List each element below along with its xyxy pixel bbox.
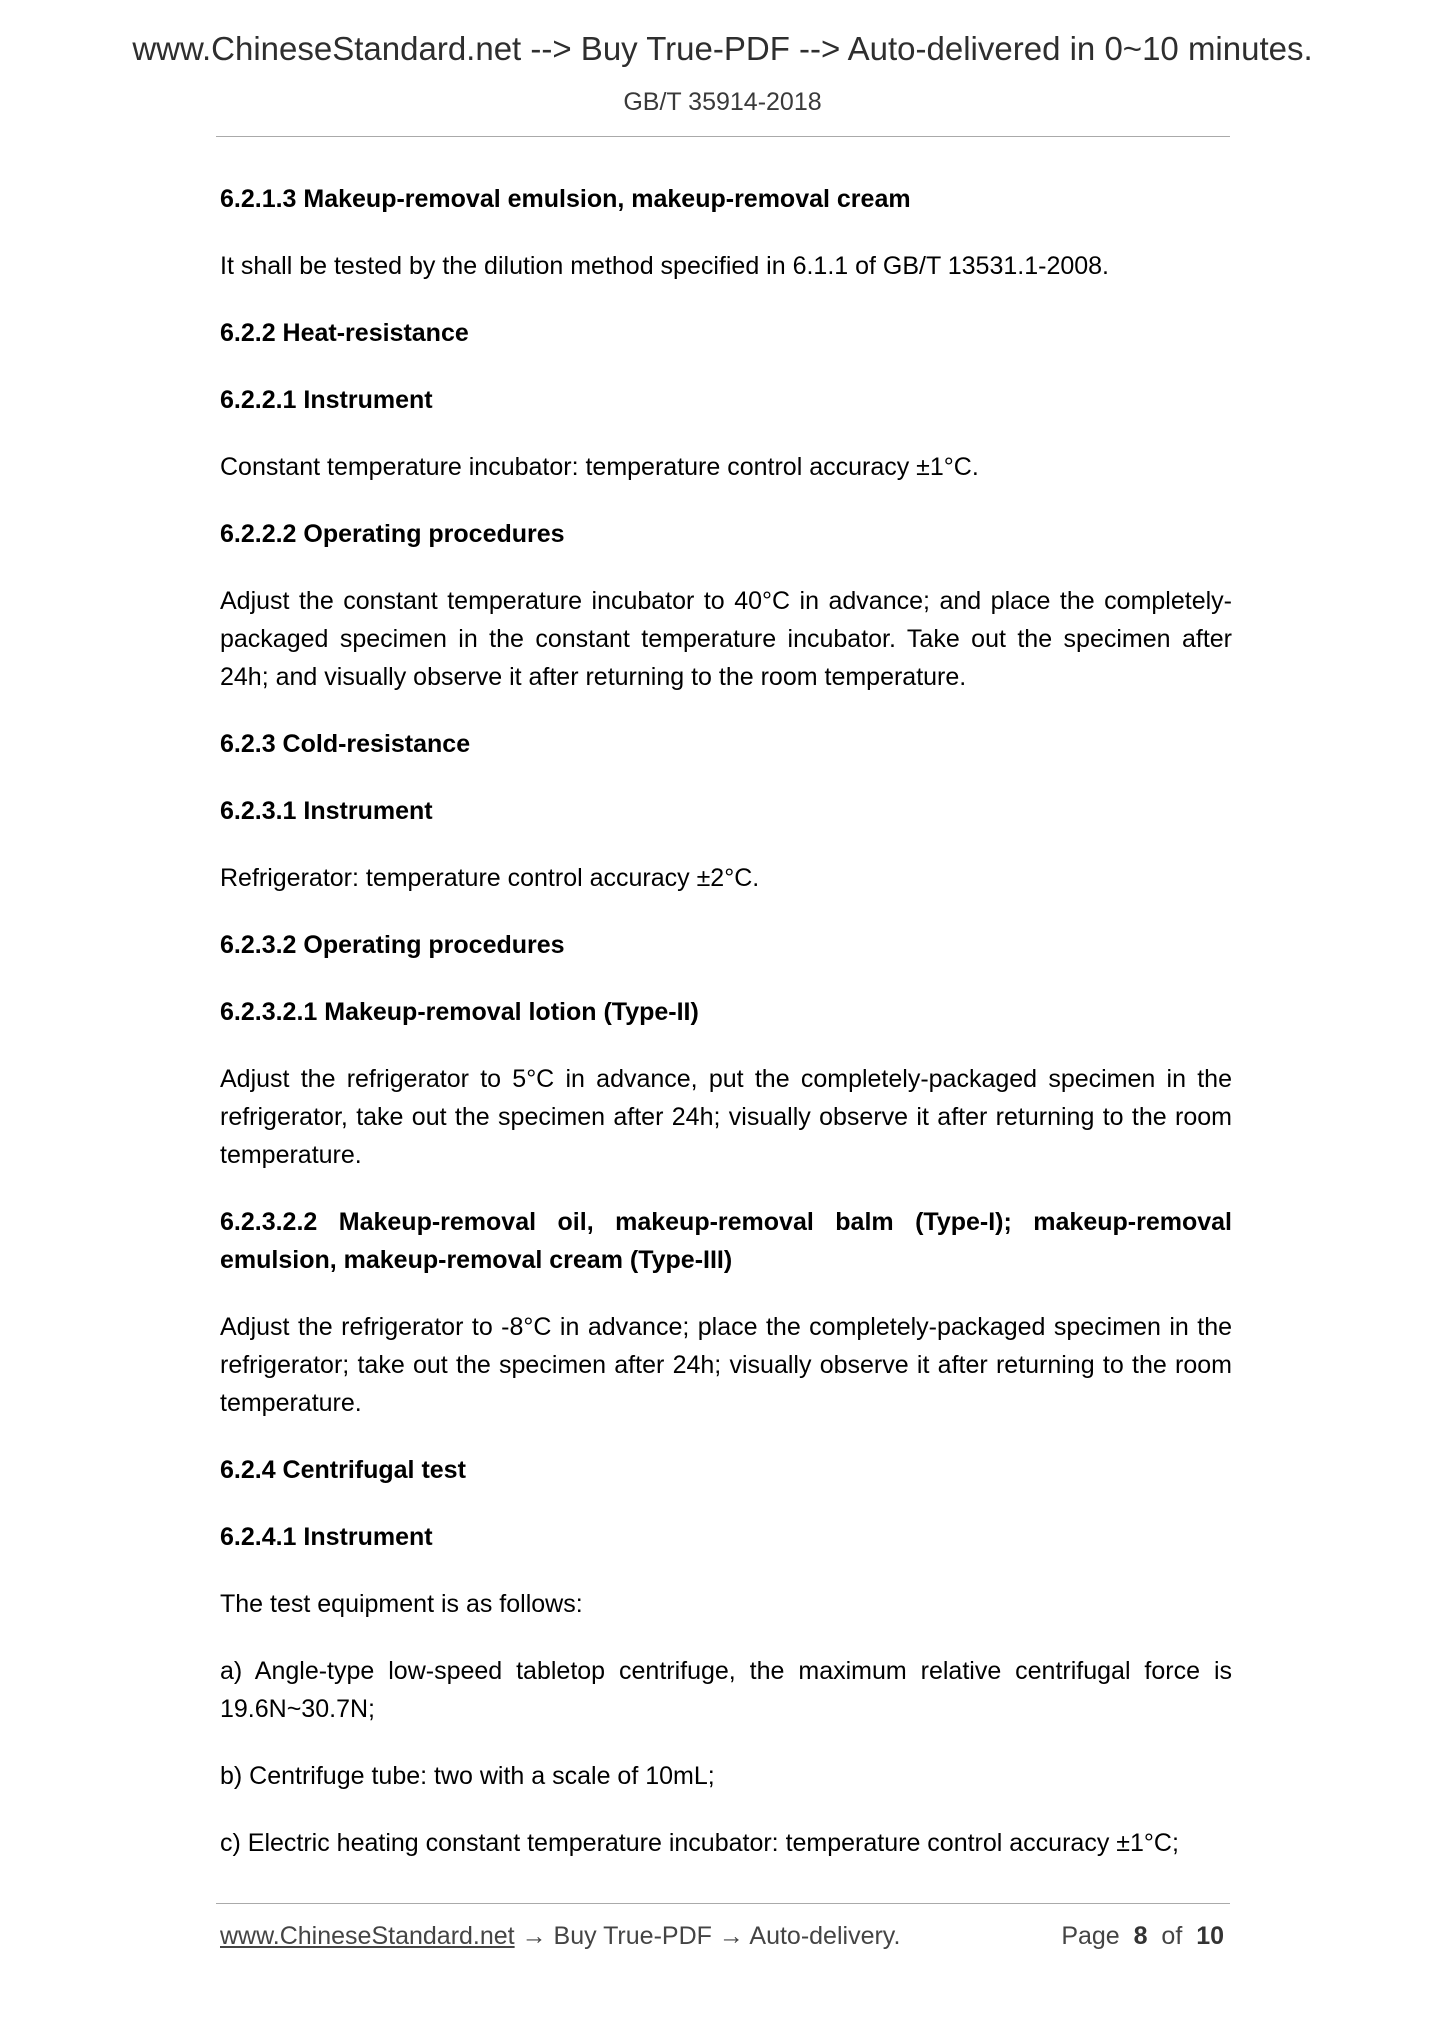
body-paragraph: Refrigerator: temperature control accuracy ±2°C. bbox=[220, 864, 760, 892]
document-number: GB/T 35914-2018 bbox=[623, 88, 822, 116]
page-indicator bbox=[1061, 1922, 1224, 1951]
footer-left bbox=[220, 1922, 900, 1951]
section-heading: 6.2.3.1 Instrument bbox=[220, 797, 433, 825]
header-banner: www.ChineseStandard.net --> Buy True-PDF --> Auto-delivered in 0~10 minutes. bbox=[132, 30, 1313, 67]
section-heading: 6.2.4.1 Instrument bbox=[220, 1523, 433, 1551]
section-heading: 6.2.3.2 Operating procedures bbox=[220, 931, 565, 959]
footer-site-link[interactable]: www.ChineseStandard.net bbox=[220, 1922, 515, 1950]
document-body bbox=[220, 180, 1232, 1891]
of-word: of bbox=[1161, 1922, 1183, 1950]
page-word: Page bbox=[1061, 1922, 1120, 1950]
section-heading: 6.2.2 Heat-resistance bbox=[220, 319, 469, 347]
footer-tagline: → Buy True-PDF → Auto-delivery. bbox=[514, 1922, 901, 1950]
list-item: a) Angle-type low-speed tabletop centrifuge, the maximum relative centrifugal force is 19.6N~30.7N; bbox=[220, 1657, 1232, 1723]
page-current: 8 bbox=[1133, 1922, 1148, 1950]
footer-divider bbox=[216, 1903, 1230, 1904]
section-heading: 6.2.1.3 Makeup-removal emulsion, makeup-removal cream bbox=[220, 185, 911, 213]
body-paragraph: The test equipment is as follows: bbox=[220, 1590, 583, 1618]
page-total: 10 bbox=[1196, 1922, 1224, 1950]
body-paragraph: Adjust the refrigerator to -8°C in advance; place the completely-packaged specimen in the refrigerator; take out the specimen after 24h; visually observe it after returning to the room temperature. bbox=[220, 1313, 1232, 1417]
section-heading: 6.2.4 Centrifugal test bbox=[220, 1456, 466, 1484]
body-paragraph: Constant temperature incubator: temperature control accuracy ±1°C. bbox=[220, 453, 979, 481]
header-divider bbox=[216, 136, 1230, 137]
section-heading: 6.2.2.1 Instrument bbox=[220, 386, 433, 414]
list-item: c) Electric heating constant temperature incubator: temperature control accuracy ±1°C; bbox=[220, 1829, 1179, 1857]
body-paragraph: Adjust the refrigerator to 5°C in advance, put the completely-packaged specimen in the refrigerator, take out the specimen after 24h; visually observe it after returning to the room temperature. bbox=[220, 1065, 1232, 1169]
section-heading: 6.2.3 Cold-resistance bbox=[220, 730, 471, 758]
body-paragraph: It shall be tested by the dilution method specified in 6.1.1 of GB/T 13531.1-2008. bbox=[220, 252, 1110, 280]
body-paragraph: Adjust the constant temperature incubator to 40°C in advance; and place the completely-packaged specimen in the constant temperature incubator. Take out the specimen after 24h; and visually observe it after returning to the room temperature. bbox=[220, 587, 1232, 691]
section-heading: 6.2.3.2.1 Makeup-removal lotion (Type-II) bbox=[220, 998, 699, 1026]
list-item: b) Centrifuge tube: two with a scale of 10mL; bbox=[220, 1762, 715, 1790]
page-footer bbox=[220, 1922, 1232, 1956]
section-heading: 6.2.2.2 Operating procedures bbox=[220, 520, 565, 548]
section-heading: 6.2.3.2.2 Makeup-removal oil, makeup-removal balm (Type-I); makeup-removal emulsion, makeup-removal cream (Type-III) bbox=[220, 1208, 1232, 1274]
